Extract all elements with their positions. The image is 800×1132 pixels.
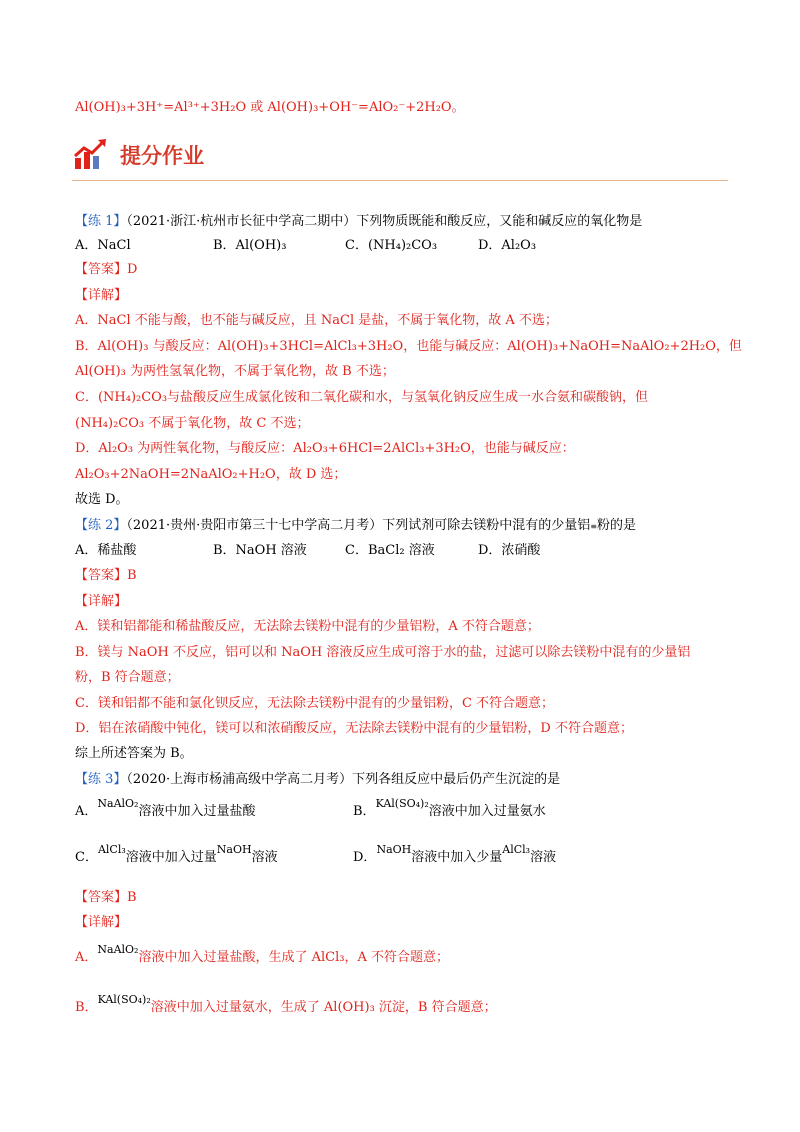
q1-stem: （2021·浙江·杭州市长征中学高二期中）下列物质既能和酸反应，又能和碱反应的氧化物是 [126, 214, 643, 229]
q3-option-b-label: B． [353, 804, 376, 819]
q1-option-b: B．Al(OH)₃ [213, 238, 287, 253]
q2-explain-line: B．镁与 NaOH 不反应，铝可以和 NaOH 溶液反应生成可溶于水的盐，过滤可以除去镁粉中混有的少量铝 [75, 645, 691, 660]
q1-explain-line: D．Al₂O₃ 为两性氧化物，与酸反应：Al₂O₃+6HCl=2AlCl₃+3H₂O，也能与碱反应： [75, 441, 575, 456]
q1-explain-line: C．(NH₄)₂CO₃与盐酸反应生成氯化铵和二氧化碳和水，与氢氧化钠反应生成一水合氨和碳酸钠，但 [75, 390, 649, 405]
q3-option-b-text: 溶液中加入过量氨水 [428, 804, 546, 819]
q3-option-d-formula: NaOH [376, 843, 412, 856]
q3-explain-a-text: 溶液中加入过量盐酸，生成了 AlCl₃，A 不符合题意； [138, 950, 449, 965]
q2-answer: 【答案】B [75, 568, 137, 583]
q2-option-b: B．NaOH 溶液 [213, 543, 307, 558]
q2-detail-label: 【详解】 [75, 594, 128, 609]
q2-stem-mark: ≡ [590, 522, 597, 531]
q3-explain-b [75, 993, 497, 1018]
q3-option-d-label: D． [353, 850, 377, 865]
q3-option-b [353, 797, 546, 822]
q3-option-c [75, 843, 278, 868]
q1-explain-line: Al(OH)₃ 为两性氢氧化物，不属于氧化物，故 B 不选； [75, 364, 395, 379]
q3-detail-label: 【详解】 [75, 915, 128, 930]
q1-explain-line: B．Al(OH)₃ 与酸反应：Al(OH)₃+3HCl=AlCl₃+3H₂O，也能与碱反应：Al(OH)₃+NaOH=NaAlO₂+2H₂O，但 [75, 339, 742, 354]
q3-option-a-text: 溶液中加入过量盐酸 [138, 804, 256, 819]
q1-detail-label: 【详解】 [75, 288, 128, 303]
q2-stem: （2021·贵州·贵阳市第三十七中学高二月考）下列试剂可除去镁粉中混有的少量铝 [126, 518, 591, 533]
q3-explain-a-label: A． [75, 950, 98, 965]
q3-tag: 【练 3】 [75, 772, 127, 787]
q3-option-a [75, 797, 256, 822]
q1-explain-line: Al₂O₃+2NaOH=2NaAlO₂+H₂O，故 D 选； [75, 467, 347, 482]
q3-options-cd [75, 843, 725, 872]
q3-option-d-text: 溶液中加入少量 [411, 850, 503, 865]
q2-option-a: A．稀盐酸 [75, 543, 137, 558]
q2-explain-line: 粉，B 符合题意； [75, 670, 180, 685]
q1-explain-line: (NH₄)₂CO₃ 不属于氧化物，故 C 不选； [75, 416, 310, 431]
q2-explain-line: D．铝在浓硝酸中钝化，镁可以和浓硝酸反应，无法除去镁粉中混有的少量铝粉，D 不符合题意； [75, 721, 633, 736]
q3-option-c-formula: AlCl₃ [97, 843, 126, 856]
q2-explain-line: A．镁和铝都能和稀盐酸反应，无法除去镁粉中混有的少量铝粉，A 不符合题意； [75, 619, 540, 634]
q3-explain-b-text: 溶液中加入过量氨水，生成了 Al(OH)₃ 沉淀，B 符合题意； [150, 1000, 497, 1015]
q1-explain-line: A．NaCl 不能与酸，也不能与碱反应，且 NaCl 是盐，不属于氧化物，故 A 不选； [75, 313, 558, 328]
q2-tag: 【练 2】 [75, 518, 127, 533]
q3-option-c-label: C． [75, 850, 98, 865]
q3-option-d [353, 843, 557, 868]
q3-stem-line [75, 770, 560, 790]
q3-explain-a-formula: NaAlO₂ [97, 943, 139, 956]
q3-option-c-text: 溶液中加入过量 [125, 850, 217, 865]
q3-options-ab [75, 797, 725, 826]
q3-option-a-formula: NaAlO₂ [97, 797, 139, 810]
q2-options [75, 541, 725, 561]
q3-explain-b-formula: KAl(SO₄)₂ [97, 993, 151, 1006]
q2-stem-line [75, 516, 636, 537]
q1-option-a: A．NaCl [75, 238, 131, 253]
section-title: 提分作业 [120, 144, 204, 168]
top-formula: Al(OH)₃+3H⁺=Al³⁺+3H₂O 或 Al(OH)₃+OH⁻=AlO₂⁻+2H₂O。 [75, 100, 465, 115]
q3-option-a-label: A． [75, 804, 98, 819]
q2-option-d: D．浓硝酸 [478, 543, 541, 558]
q3-answer: 【答案】B [75, 890, 137, 905]
q2-conclusion: 综上所述答案为 B。 [75, 746, 193, 761]
q2-option-c: C．BaCl₂ 溶液 [345, 543, 435, 558]
q1-options [75, 236, 725, 256]
q1-stem-line [75, 212, 642, 232]
q3-option-d-text-2: 溶液 [530, 850, 557, 865]
section-divider [72, 180, 728, 181]
q2-stem-tail: 粉的是 [596, 518, 636, 533]
q3-option-b-formula: KAl(SO₄)₂ [375, 797, 429, 810]
trending-chart-icon [72, 136, 108, 172]
q3-option-c-text-2: 溶液 [251, 850, 278, 865]
q3-stem: （2020·上海市杨浦高级中学高二月考）下列各组反应中最后仍产生沉淀的是 [126, 772, 561, 787]
q1-option-d: D．Al₂O₃ [478, 238, 537, 253]
q1-conclusion: 故选 D。 [75, 492, 129, 507]
q1-tag: 【练 1】 [75, 214, 127, 229]
q3-explain-b-label: B． [75, 1000, 98, 1015]
q1-option-c: C．(NH₄)₂CO₃ [345, 238, 438, 253]
q3-option-d-formula-2: AlCl₃ [502, 843, 531, 856]
q1-answer: 【答案】D [75, 262, 138, 277]
q2-explain-line: C．镁和铝都不能和氯化钡反应，无法除去镁粉中混有的少量铝粉，C 不符合题意； [75, 696, 555, 711]
q3-option-c-formula-2: NaOH [216, 843, 252, 856]
q3-explain-a [75, 943, 449, 968]
